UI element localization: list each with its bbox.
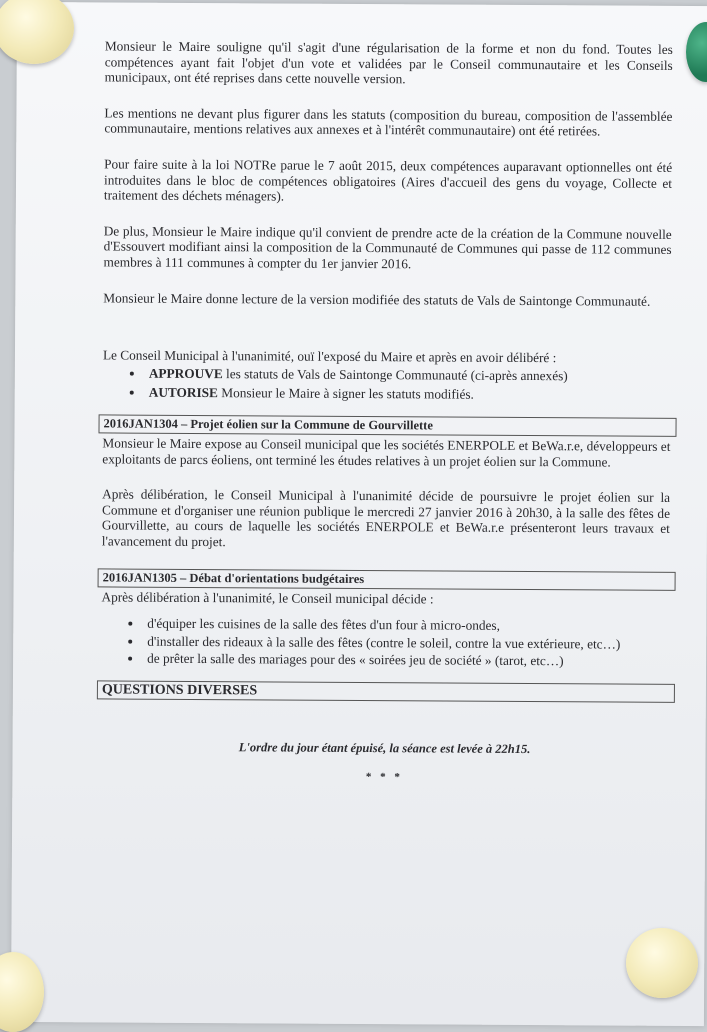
- paragraph-lecture-statuts: Monsieur le Maire donne lecture de la version modifiée des statuts de Vals de Saintonge Communauté.: [103, 289, 651, 309]
- document-body: [100, 38, 673, 787]
- paragraph-eolien-expose: Monsieur le Maire expose au Conseil municipal que les sociétés ENERPOLE et BeWa.r.e, développeurs et exploitants de parcs éoliens, ont terminé les études relatives à un projet éolien sur la Commune.: [102, 435, 671, 470]
- closing-statement: L'ordre du jour étant épuisé, la séance est levée à 22h15.: [238, 740, 531, 756]
- budget-list: [101, 615, 669, 669]
- section-heading-eolien: 2016JAN1304 – Projet éolien sur la Commune de Gourvillette: [98, 414, 676, 437]
- paragraph-commune-nouvelle: De plus, Monsieur le Maire indique qu'il convient de prendre acte de la création de la Commune nouvelle d'Essouvert modifiant ainsi la composition de la Communauté de Communes qui passe de 112 communes membres à 111 communes à compter du 1er janvier 2016.: [103, 223, 672, 272]
- paragraph-budget-intro: Après délibération à l'unanimité, le Conseil municipal décide :: [101, 589, 434, 607]
- decision-verb: APPROUVE: [148, 365, 223, 381]
- pushpin-bottom-right-icon: [626, 928, 698, 998]
- paragraph-regularisation: Monsieur le Maire souligne qu'il s'agit d'une régularisation de la forme et non du fond. Toutes les compétences ayant fait l'objet d'un vote et validées par le Conseil communautaire et les Conseils municipaux, ont été reprises dans cette nouvelle version.: [104, 38, 673, 87]
- budget-item: • de prêter la salle des mariages pour des « soirées jeu de société » (tarot, etc…): [143, 651, 669, 670]
- decision-list: [103, 365, 671, 404]
- section-heading-questions: QUESTIONS DIVERSES: [97, 680, 675, 703]
- decision-item: [145, 365, 671, 384]
- paragraph-eolien-deliberation: Après délibération, le Conseil Municipal à l'unanimité décide de poursuivre le projet éolien sur la Commune et d'organiser une réunion publique le mercredi 27 janvier 2016 à 20h30, à la salle des fêtes de Gourvillette, au cours de laquelle les sociétés ENERPOLE et BeWa.r.e présenteront leurs travaux et l'avancement du projet.: [101, 486, 671, 550]
- paper-sheet: [11, 2, 707, 1026]
- paragraph-loi-notre: Pour faire suite à la loi NOTRe parue le 7 août 2015, deux compétences auparavant optionnelles ont été introduites dans le bloc de compétences obligatoires (Aires d'accueil des gens du voyage, Collecte et traitement des déchets ménagers).: [103, 156, 673, 204]
- section-heading-budget: 2016JAN1305 – Débat d'orientations budgétaires: [98, 569, 676, 592]
- budget-item: • d'installer des rideaux à la salle des fêtes (contre le soleil, contre la vue extérieure, etc…): [143, 633, 669, 652]
- closing-stars: * * *: [365, 771, 403, 784]
- decision-text: Monsieur le Maire à signer les statuts modifiés.: [217, 385, 474, 403]
- decision-text: les statuts de Vals de Saintonge Communauté (ci-après annexés): [222, 365, 568, 383]
- decision-item: [145, 385, 671, 404]
- paragraph-conseil-decision: Le Conseil Municipal à l'unanimité, ouï l'exposé du Maire et après en avoir délibéré :: [102, 347, 557, 366]
- paragraph-mentions: Les mentions ne devant plus figurer dans les statuts (composition du bureau, composition de l'assemblée communautaire, mentions relatives aux annexes et à l'intérêt communautaire) ont été retirées.: [104, 105, 673, 139]
- budget-item: • d'équiper les cuisines de la salle des fêtes d'un four à micro-ondes,: [143, 616, 669, 635]
- decision-verb: AUTORISE: [148, 385, 219, 401]
